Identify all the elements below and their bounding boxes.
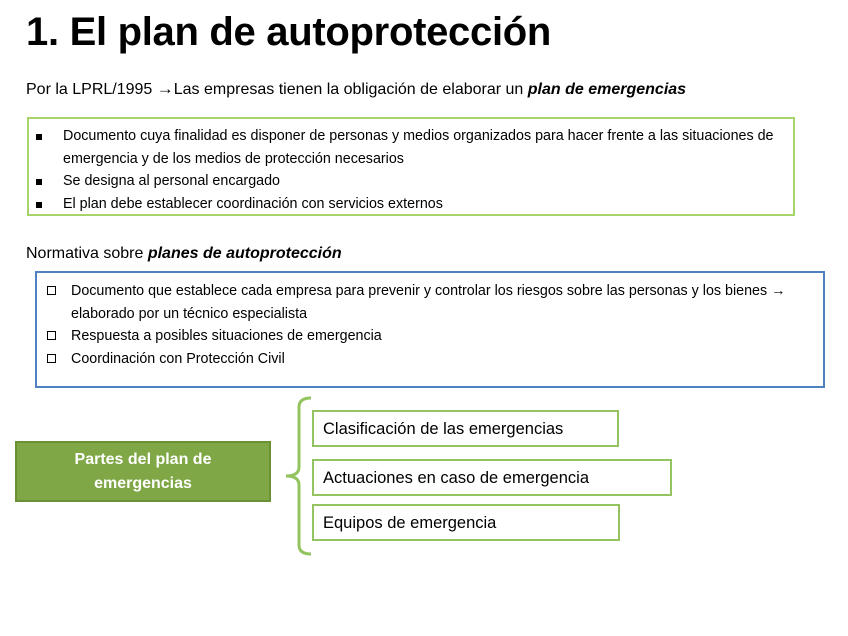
right-arrow-icon: →: [156, 79, 174, 98]
self-protection-list: [71, 280, 816, 370]
list-item: [71, 280, 816, 325]
page-title: 1. El plan de autoprotección: [26, 10, 552, 54]
intro-prefix: Por la LPRL/1995: [26, 81, 157, 98]
normativa-heading: [26, 243, 342, 265]
plan-part-item: [312, 459, 672, 496]
list-item: [71, 348, 816, 371]
checkbox-bullet-icon: [47, 354, 56, 363]
right-arrow-icon: →: [771, 283, 786, 299]
plan-parts-box: [15, 441, 271, 502]
list-item-text-tail: elaborado por un técnico especialista: [71, 305, 308, 322]
list-item: [63, 193, 783, 216]
list-item-text: Se designa al personal encargado: [63, 173, 280, 189]
list-item: [63, 170, 783, 193]
square-bullet-icon: [36, 202, 42, 208]
square-bullet-icon: [36, 179, 42, 185]
list-item-text: Coordinación con Protección Civil: [71, 350, 285, 367]
plan-parts-label: Partes del plan de emergencias: [74, 450, 212, 492]
list-item: [63, 125, 783, 170]
normativa-emphasis: planes de autoprotección: [147, 245, 342, 262]
list-item-text: Documento cuya finalidad es disponer de personas y medios organizados para hacer frente a las situaciones de emergencia y de los medios de protección necesarios: [63, 128, 774, 167]
plan-part-label: Actuaciones en caso de emergencia: [323, 468, 589, 487]
list-item-text: El plan debe establecer coordinación con servicios externos: [63, 195, 443, 212]
intro-text: Las empresas tienen la obligación de elaborar un: [173, 81, 528, 98]
plan-part-label: Equipos de emergencia: [323, 513, 497, 532]
plan-part-item: [312, 410, 619, 447]
checkbox-bullet-icon: [47, 331, 56, 340]
emergency-plan-list: [63, 125, 783, 215]
normativa-prefix: Normativa sobre: [26, 245, 148, 262]
plan-part-item: [312, 504, 620, 541]
emergency-plan-box: [27, 117, 795, 216]
checkbox-bullet-icon: [47, 286, 56, 295]
plan-part-label: Clasificación de las emergencias: [323, 419, 564, 438]
intro-line: [26, 78, 686, 101]
self-protection-box: [35, 271, 825, 388]
list-item: [71, 325, 816, 348]
list-item-text: Documento que establece cada empresa para prevenir y controlar los riesgos sobre las personas y los bienes: [71, 283, 772, 299]
list-item-text: Respuesta a posibles situaciones de emergencia: [71, 328, 382, 344]
intro-emphasis: plan de emergencias: [527, 81, 687, 98]
square-bullet-icon: [36, 134, 42, 140]
